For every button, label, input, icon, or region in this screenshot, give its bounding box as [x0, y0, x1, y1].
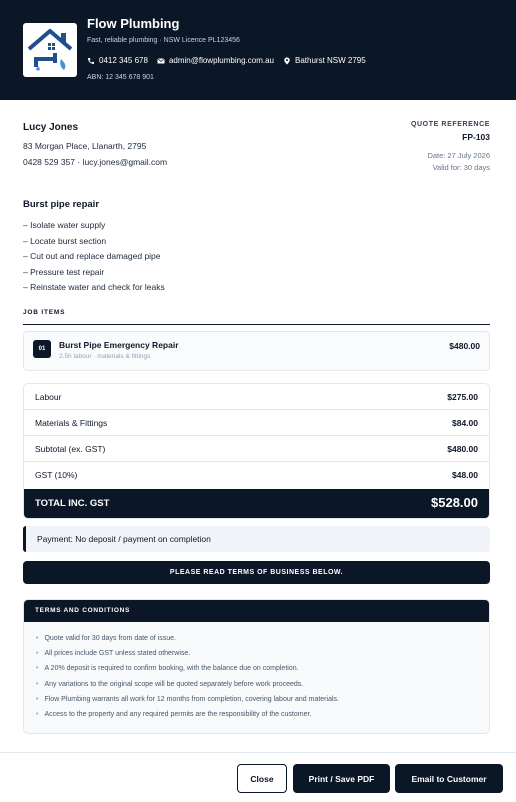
quote-reference-value: FP-103 — [462, 132, 490, 142]
terms-list — [24, 622, 489, 722]
quote-reference-block — [411, 121, 490, 172]
business-phone — [87, 56, 148, 65]
email-text: admin@flowplumbing.com.au — [168, 56, 274, 65]
client-name: Lucy Jones — [23, 122, 79, 133]
totals-table — [23, 383, 490, 519]
totals-value: $275.00 — [447, 392, 478, 402]
totals-value: $84.00 — [452, 418, 478, 428]
house-tap-logo-icon — [23, 23, 77, 77]
client-address: 83 Morgan Place, Llanarth, 2795 — [23, 141, 147, 151]
terms-item: • Flow Plumbing warrants all work for 12 months from completion, covering labour and materials. — [36, 692, 489, 707]
scope-item: – Locate burst section — [23, 235, 107, 246]
scope-item: – Reinstate water and check for leaks — [23, 282, 165, 293]
scope-item: – Isolate water supply — [23, 220, 106, 230]
location-pin-icon — [283, 57, 291, 65]
job-item-detail: 2.5h labour · materials & fittings — [59, 353, 151, 360]
read-terms-banner: PLEASE READ TERMS OF BUSINESS BELOW. — [23, 561, 490, 584]
job-item-price: $480.00 — [449, 341, 480, 351]
terms-title: TERMS AND CONDITIONS — [24, 600, 489, 622]
totals-row-materials — [24, 410, 489, 436]
total-value: $528.00 — [431, 495, 478, 510]
scope-title: Burst pipe repair — [23, 199, 100, 210]
quote-reference-label: QUOTE REFERENCE — [410, 121, 490, 128]
business-tagline: Fast, reliable plumbing · NSW Licence PL123456 — [87, 37, 240, 44]
phone-text: 0412 345 678 — [99, 56, 148, 65]
terms-item: • All prices include GST unless stated otherwise. — [36, 646, 489, 661]
business-name: Flow Plumbing — [87, 16, 180, 31]
job-item-row — [23, 331, 490, 371]
totals-row-gst — [24, 462, 489, 488]
business-location — [283, 56, 366, 65]
totals-label: Materials & Fittings — [35, 418, 108, 428]
job-items-heading: JOB ITEMS — [23, 309, 66, 316]
quote-header — [0, 0, 516, 100]
totals-row-labour — [24, 384, 489, 410]
business-contact-row — [87, 56, 366, 65]
close-button[interactable]: Close — [237, 764, 287, 793]
total-inc-gst-row — [24, 489, 489, 519]
terms-panel — [23, 599, 490, 734]
print-save-pdf-button[interactable]: Print / Save PDF — [293, 764, 390, 793]
job-item-number: 01 — [33, 340, 51, 358]
business-email — [157, 56, 274, 65]
phone-icon — [87, 57, 95, 65]
location-text: Bathurst NSW 2795 — [295, 56, 366, 65]
scope-item: – Pressure test repair — [23, 266, 105, 277]
totals-value: $48.00 — [452, 470, 478, 480]
quote-validity: Valid for: 30 days — [432, 163, 490, 172]
totals-label: Labour — [35, 392, 62, 402]
mail-icon — [157, 57, 165, 65]
business-logo — [23, 23, 77, 77]
totals-label: Subtotal (ex. GST) — [35, 444, 106, 454]
payment-text: Payment: No deposit / payment on completion — [37, 534, 211, 544]
scope-item: – Cut out and replace damaged pipe — [23, 251, 161, 262]
client-contact: 0428 529 357 · lucy.jones@gmail.com — [23, 157, 168, 167]
business-abn: ABN: 12 345 678 901 — [87, 74, 154, 81]
job-item-title: Burst Pipe Emergency Repair — [59, 340, 179, 350]
total-label: TOTAL INC. GST — [35, 498, 110, 509]
terms-item: • Quote valid for 30 days from date of issue. — [36, 631, 489, 646]
quote-date: Date: 27 July 2026 — [427, 151, 490, 160]
terms-item: • Any variations to the original scope will be quoted separately before work proceeds. — [36, 677, 489, 692]
payment-terms-note — [23, 526, 490, 552]
totals-value: $480.00 — [447, 444, 478, 454]
email-to-customer-button[interactable]: Email to Customer — [395, 764, 503, 793]
terms-item: • Access to the property and any required permits are the responsibility of the customer. — [36, 707, 489, 722]
scope-list — [23, 218, 165, 296]
totals-row-subtotal — [24, 436, 489, 462]
dialog-footer — [0, 752, 516, 802]
section-divider — [23, 324, 490, 325]
terms-item: • A 20% deposit is required to confirm booking, with the balance due on completion. — [36, 661, 489, 676]
totals-label: GST (10%) — [35, 470, 78, 480]
